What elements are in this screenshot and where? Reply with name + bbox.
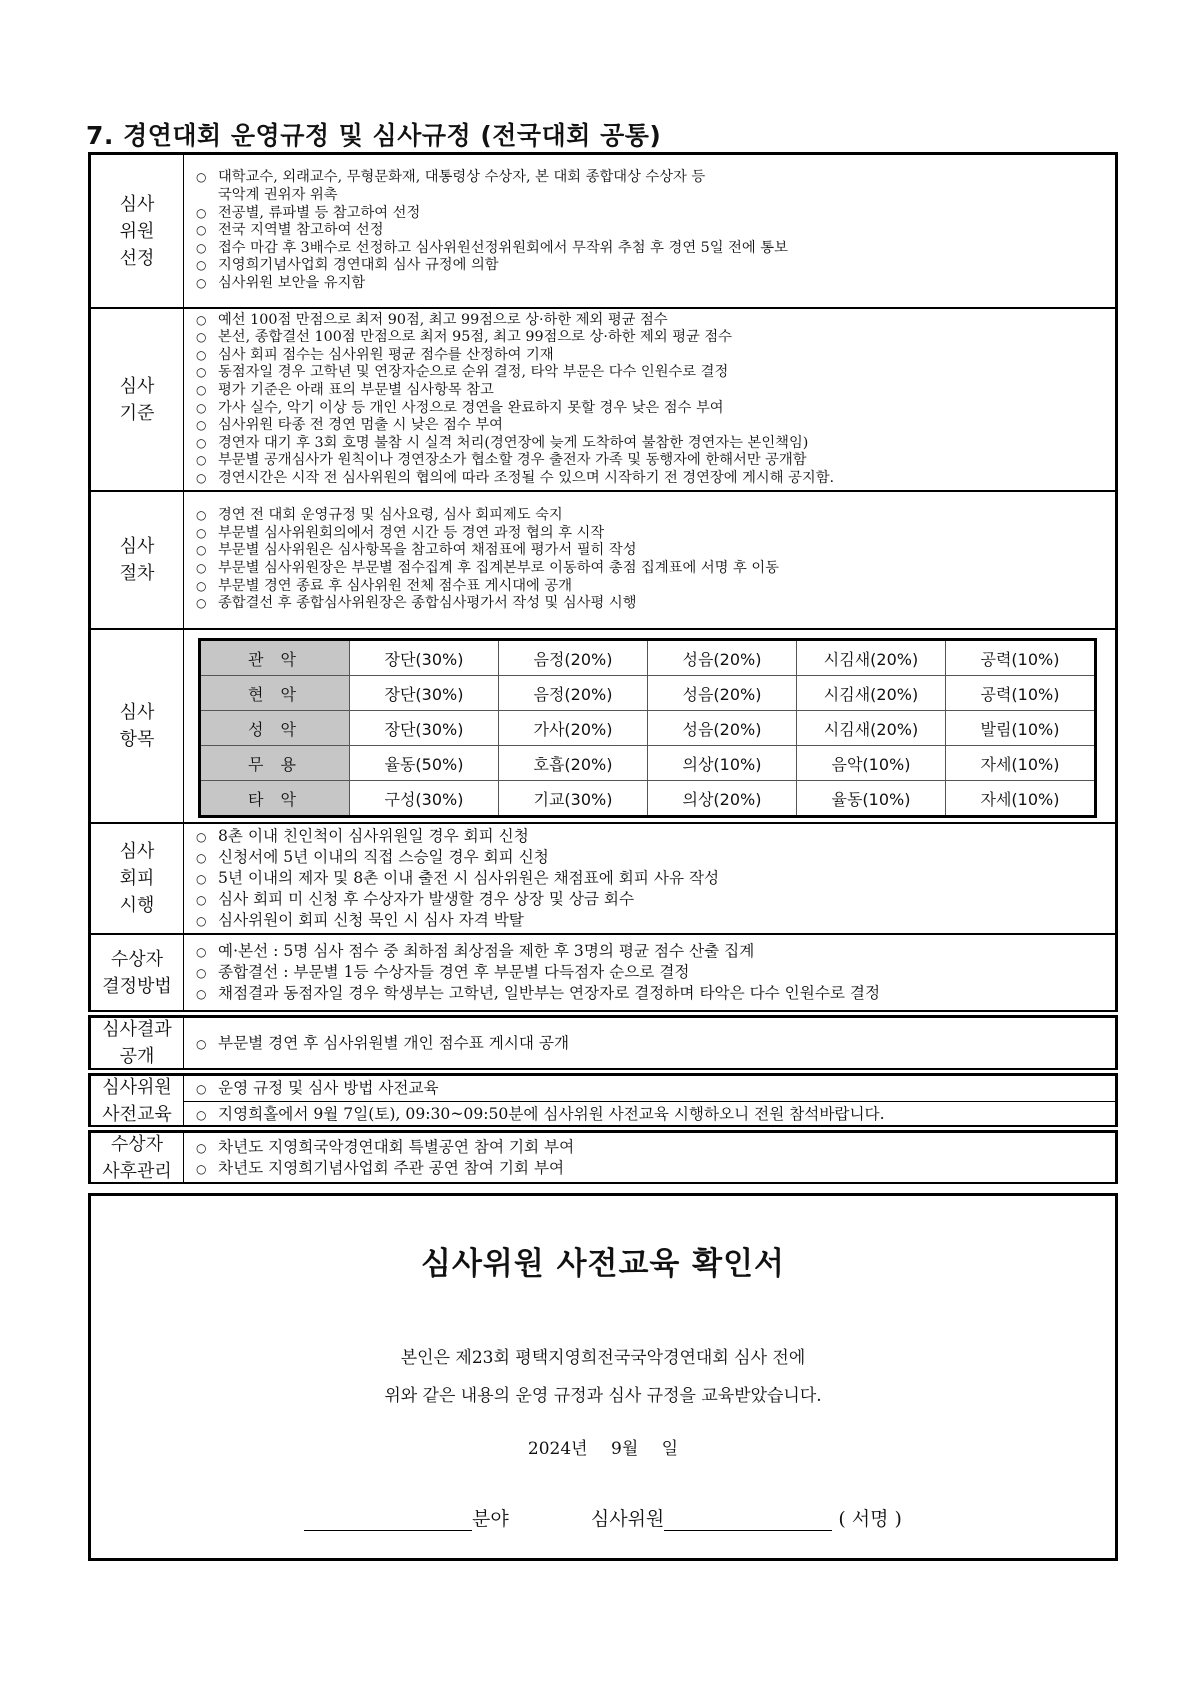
criterion-cell: 성음(20%): [648, 676, 797, 711]
confirmation-date: 2024년 9월 일: [527, 1439, 679, 1459]
criterion-cell: 음정(20%): [499, 676, 648, 711]
field-blank[interactable]: [304, 1512, 472, 1531]
list-item: ○ 심사위원 보안을 유지함: [196, 275, 1115, 293]
table-row: [200, 781, 1096, 817]
section-criteria: [88, 309, 1118, 492]
criterion-cell: 시김새(20%): [797, 676, 946, 711]
section-label: 심사 회피 시행: [91, 824, 184, 933]
section-content: [184, 492, 1115, 628]
section-label: 심사 위원 선정: [91, 155, 184, 307]
section-pretraining: [88, 1073, 1118, 1127]
confirmation-line: 위와 같은 내용의 운영 규정과 심사 규정을 교육받았습니다.: [384, 1386, 822, 1406]
confirmation-line: 본인은 제23회 평택지영희전국국악경연대회 심사 전에: [400, 1348, 806, 1368]
section-label: 심사 절차: [91, 492, 184, 628]
section-content: [184, 630, 1115, 822]
list-item: ○ 동점자일 경우 고학년 및 연장자순으로 순위 결정, 타악 부문은 다수 인원수로 결정: [196, 364, 1115, 382]
list-item: ○ 운영 규정 및 심사 방법 사전교육: [196, 1078, 1115, 1099]
criterion-cell: 성음(20%): [648, 640, 797, 676]
criterion-cell: 성음(20%): [648, 711, 797, 746]
criterion-cell: 자세(10%): [946, 746, 1096, 781]
section-winners: [88, 935, 1118, 1012]
judge-name-blank[interactable]: [664, 1512, 832, 1531]
section-label: 심사 항목: [91, 630, 184, 822]
list-item: ○ 신청서에 5년 이내의 직접 스승일 경우 회피 신청: [196, 847, 1115, 868]
list-item: ○ 채점결과 동점자일 경우 학생부는 고학년, 일반부는 연장자로 결정하며 타악은 다수 인원수로 결정: [196, 983, 1115, 1004]
section-recusal: [88, 824, 1118, 935]
pretraining-part: [184, 1076, 1115, 1101]
list-item: ○ 종합결선 후 종합심사위원장은 종합심사평가서 작성 및 심사평 시행: [196, 595, 1115, 613]
list-item: ○ 부문별 심사위원장은 부문별 점수집계 후 집계본부로 이동하여 총점 집계표에 서명 후 이동: [196, 560, 1115, 578]
criterion-cell: 기교(30%): [499, 781, 648, 817]
pretraining-part: [184, 1101, 1115, 1127]
list-item: ○ 심사 회피 미 신청 후 수상자가 발생할 경우 상장 및 상금 회수: [196, 889, 1115, 910]
criterion-cell: 의상(20%): [648, 781, 797, 817]
list-item: ○ 전공별, 류파별 등 참고하여 선정: [196, 205, 1115, 223]
criterion-cell: 구성(30%): [350, 781, 499, 817]
criterion-cell: 음정(20%): [499, 640, 648, 676]
section-label: 수상자 사후관리: [91, 1133, 184, 1182]
category-cell: 관 악: [200, 640, 350, 676]
list-item: ○ 경연시간은 시작 전 심사위원의 협의에 따라 조정될 수 있으며 시작하기 전 경연장에 게시해 공지함.: [196, 470, 1115, 488]
list-item: ○ 전국 지역별 참고하여 선정: [196, 222, 1115, 240]
list-item: ○ 8촌 이내 친인척이 심사위원일 경우 회피 신청: [196, 826, 1115, 847]
criterion-cell: 발림(10%): [946, 711, 1096, 746]
list-item: ○ 부문별 심사위원은 심사항목을 참고하여 채점표에 평가서 필히 작성: [196, 542, 1115, 560]
criterion-cell: 공력(10%): [946, 676, 1096, 711]
section-label: 심사 기준: [91, 309, 184, 490]
list-item: ○ 예선 100점 만점으로 최저 90점, 최고 99점으로 상·하한 제외 평균 점수: [196, 312, 1115, 330]
section-content: [184, 1076, 1115, 1125]
section-content: [184, 824, 1115, 933]
criterion-cell: 율동(10%): [797, 781, 946, 817]
criterion-cell: 음악(10%): [797, 746, 946, 781]
table-row: [200, 746, 1096, 781]
list-item: ○ 대학교수, 외래교수, 무형문화재, 대통령상 수상자, 본 대회 종합대상 수상자 등: [196, 169, 1115, 187]
criterion-cell: 가사(20%): [499, 711, 648, 746]
table-row: [200, 711, 1096, 746]
criterion-cell: 공력(10%): [946, 640, 1096, 676]
category-cell: 타 악: [200, 781, 350, 817]
category-cell: 성 악: [200, 711, 350, 746]
list-item: ○ 부문별 경연 후 심사위원별 개인 점수표 게시대 공개: [196, 1033, 1115, 1054]
scoring-table: [198, 638, 1097, 818]
section-selection: [88, 152, 1118, 309]
section-items: [88, 630, 1118, 824]
sign-label: ( 서명 ): [838, 1508, 902, 1530]
list-item: ○ 지영희홀에서 9월 7일(토), 09:30~09:50분에 심사위원 사전교육 시행하오니 전원 참석바랍니다.: [196, 1104, 885, 1125]
list-item: ○ 부문별 공개심사가 원칙이나 경연장소가 협소할 경우 출전자 가족 및 동행자에 한해서만 공개함: [196, 452, 1115, 470]
judge-label: 심사위원: [590, 1508, 665, 1530]
section-content: [184, 935, 1115, 1010]
section-label: 심사위원 사전교육: [91, 1076, 184, 1125]
criterion-cell: 의상(10%): [648, 746, 797, 781]
list-item: ○ 종합결선 : 부문별 1등 수상자들 경연 후 부문별 다득점자 순으로 결정: [196, 962, 1115, 983]
section-procedure: [88, 492, 1118, 630]
table-row: [200, 676, 1096, 711]
field-label: 분야: [472, 1508, 509, 1530]
section-content: [184, 155, 1115, 307]
section-label: 심사결과 공개: [91, 1018, 184, 1068]
confirmation-form: [88, 1193, 1118, 1561]
confirmation-body: [91, 1339, 1115, 1415]
confirmation-title: 심사위원 사전교육 확인서: [421, 1246, 785, 1282]
rules-table: [88, 152, 1118, 1184]
section-label: 수상자 결정방법: [91, 935, 184, 1010]
list-item: ○ 경연자 대기 후 3회 호명 불참 시 실격 처리(경연장에 늦게 도착하여 불참한 경연자는 본인책임): [196, 435, 1115, 453]
list-item: ○ 차년도 지영희기념사업회 주관 공연 참여 기회 부여: [196, 1158, 1115, 1179]
section-disclosure: [88, 1015, 1118, 1070]
list-item: ○ 접수 마감 후 3배수로 선정하고 심사위원선정위원회에서 무작위 추첨 후 경연 5일 전에 통보: [196, 240, 1115, 258]
criterion-cell: 호흡(20%): [499, 746, 648, 781]
criterion-cell: 장단(30%): [350, 676, 499, 711]
list-item: ○ 5년 이내의 제자 및 8촌 이내 출전 시 심사위원은 채점표에 회피 사유 작성: [196, 868, 1115, 889]
list-item: ○ 가사 실수, 악기 이상 등 개인 사정으로 경연을 완료하지 못할 경우 낮은 점수 부여: [196, 400, 1115, 418]
list-item: ○ 심사위원이 회피 신청 묵인 시 심사 자격 박탈: [196, 910, 1115, 931]
criterion-cell: 장단(30%): [350, 711, 499, 746]
signature-line: [91, 1504, 1115, 1531]
list-item: ○ 평가 기준은 아래 표의 부문별 심사항목 참고: [196, 382, 1115, 400]
section-content: [184, 309, 1115, 490]
section-aftercare: [88, 1130, 1118, 1184]
list-item: ○ 경연 전 대회 운영규정 및 심사요령, 심사 회피제도 숙지: [196, 507, 1115, 525]
criterion-cell: 시김새(20%): [797, 711, 946, 746]
criterion-cell: 장단(30%): [350, 640, 499, 676]
criterion-cell: 자세(10%): [946, 781, 1096, 817]
list-item: ○ 심사위원 타종 전 경연 멈출 시 낮은 점수 부여: [196, 417, 1115, 435]
list-item: 국악계 권위자 위촉: [218, 187, 338, 204]
list-item: ○ 부문별 경연 종료 후 심사위원 전체 점수표 게시대에 공개: [196, 578, 1115, 596]
section-content: [184, 1018, 1115, 1068]
list-item: ○ 예·본선 : 5명 심사 점수 중 최하점 최상점을 제한 후 3명의 평균 점수 산출 집계: [196, 941, 1115, 962]
category-cell: 무 용: [200, 746, 350, 781]
list-item: ○ 심사 회피 점수는 심사위원 평균 점수를 산정하여 기재: [196, 347, 1115, 365]
list-item: ○ 차년도 지영희국악경연대회 특별공연 참여 기회 부여: [196, 1137, 1115, 1158]
page-title: 7. 경연대회 운영규정 및 심사규정 (전국대회 공통): [86, 121, 662, 150]
criterion-cell: 율동(50%): [350, 746, 499, 781]
list-item: ○ 지영희기념사업회 경연대회 심사 규정에 의함: [196, 257, 1115, 275]
criterion-cell: 시김새(20%): [797, 640, 946, 676]
list-item: ○ 부문별 심사위원회의에서 경연 시간 등 경연 과정 협의 후 시작: [196, 525, 1115, 543]
category-cell: 현 악: [200, 676, 350, 711]
list-item: ○ 본선, 종합결선 100점 만점으로 최저 95점, 최고 99점으로 상·하한 제외 평균 점수: [196, 329, 1115, 347]
table-row: [200, 640, 1096, 676]
section-content: [184, 1133, 1115, 1182]
